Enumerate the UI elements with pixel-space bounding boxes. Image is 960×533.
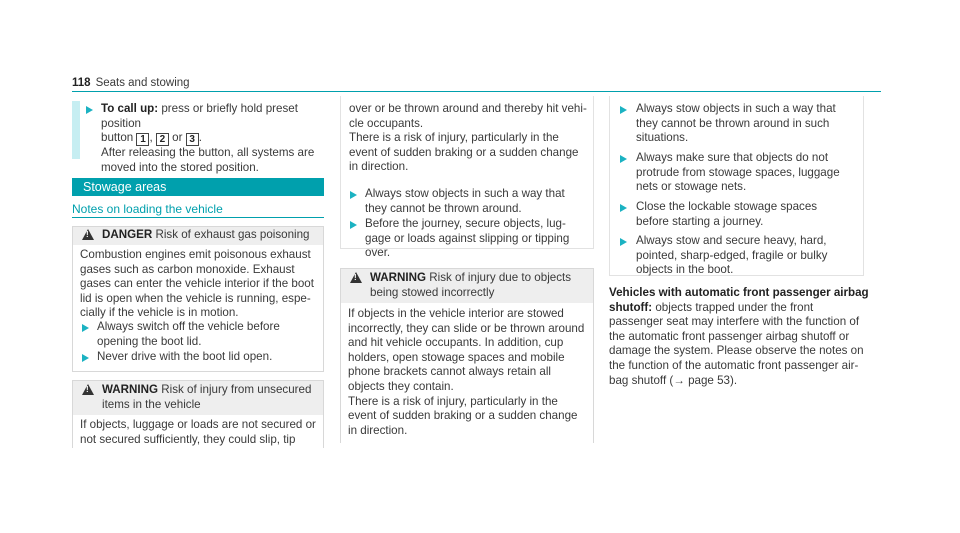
airbag-note-heading: Vehicles with automatic front passenger airbag xyxy=(609,286,869,299)
page-number: 118 xyxy=(72,77,91,89)
warning-text-incorrect-stowing: If objects in the vehicle interior are stowed incorrectly, they can slide or be thrown around and hit vehicle occupants. In addition, cup holders, open stowage spaces and mobile phone brackets cannot always retain all objects they contain. There is a risk of injury, particularly in the event of sudden braking or a sudden change in direction. xyxy=(348,307,585,437)
warning-title-incorrect-stowing: WARNING Risk of injury due to objects being stowed incorrectly xyxy=(370,271,572,299)
danger-bullet-2: Never drive with the boot lid open. xyxy=(97,350,273,363)
stow-bullet-6: Always stow and secure heavy, hard, pointed, sharp-edged, fragile or bulky objects in the boot. xyxy=(636,234,828,277)
subsection-title: Notes on loading the vehicle xyxy=(72,202,223,216)
bullet-arrow-icon xyxy=(350,221,357,229)
airbag-note: Vehicles with automatic front passenger airbag shutoff: objects trapped under the front passenger seat may interfere with the function of the automatic front passenger airbag shutoff or damage the system. Please observe the notes on the function of the automatic front passenger air- bag shutoff (→ page 53). xyxy=(609,286,879,388)
chapter-title: Seats and stowing xyxy=(95,77,190,89)
danger-bullet-1: Always switch off the vehicle before opening the boot lid. xyxy=(97,320,280,348)
stow-bullet-4: Always make sure that objects do not protrude from stowage spaces, luggage nets or stowage nets. xyxy=(636,151,840,194)
header-rule xyxy=(72,91,881,92)
bullet-arrow-icon xyxy=(82,324,89,332)
warning-continuation-text: over or be thrown around and thereby hit vehi- cle occupants. There is a risk of injury, particularly in the event of sudden braking or a sudden change in direction. xyxy=(349,102,587,174)
box-border xyxy=(863,96,864,276)
box-border xyxy=(340,96,341,248)
warning-triangle-icon xyxy=(82,229,94,240)
section-title: Stowage areas xyxy=(72,178,324,196)
bullet-arrow-icon xyxy=(620,106,627,114)
stow-bullet-5: Close the lockable stowage spaces before starting a journey. xyxy=(636,200,818,228)
box-border xyxy=(593,96,594,248)
call-up-instruction: To call up: press or briefly hold preset position button 1 , 2 or 3 . After releasing the button, all systems are moved into the stored position. xyxy=(101,102,315,174)
subsection-rule xyxy=(72,217,324,218)
bullet-arrow-icon xyxy=(620,238,627,246)
bullet-arrow-icon xyxy=(620,155,627,163)
warning-triangle-icon xyxy=(350,272,362,283)
bullet-arrow-icon xyxy=(350,191,357,199)
page-reference-link[interactable]: page 53). xyxy=(684,373,738,387)
danger-title: DANGER Risk of exhaust gas poisoning xyxy=(102,228,310,241)
box-border xyxy=(609,96,610,276)
preset-key-2: 2 xyxy=(156,133,169,146)
preset-key-1: 1 xyxy=(136,133,149,146)
warning-text-unsecured: If objects, luggage or loads are not secured or not secured sufficiently, they could slip, tip xyxy=(80,418,316,446)
stow-bullet-1: Always stow objects in such a way that they cannot be thrown around. xyxy=(365,187,565,215)
danger-text: Combustion engines emit poisonous exhaust gases such as carbon monoxide. Exhaust gases can enter the vehicle interior if the boot lid is open when the vehicle is running, espe- cially if the vehicle is in motion. xyxy=(80,248,314,320)
warning-title-unsecured: WARNING Risk of injury from unsecured items in the vehicle xyxy=(102,383,312,411)
page-header xyxy=(72,76,190,91)
instruction-bar xyxy=(72,101,80,159)
stow-bullet-2: Before the journey, secure objects, lug- gage or loads against slipping or tipping over. xyxy=(365,217,570,260)
warning-triangle-icon xyxy=(82,384,94,395)
bullet-arrow-icon xyxy=(86,106,93,114)
preset-key-3: 3 xyxy=(186,133,199,146)
stow-bullet-3: Always stow objects in such a way that they cannot be thrown around in such situations. xyxy=(636,102,836,145)
bullet-arrow-icon xyxy=(620,204,627,212)
bullet-arrow-icon xyxy=(82,354,89,362)
page-reference-arrow-icon: → xyxy=(673,373,685,387)
